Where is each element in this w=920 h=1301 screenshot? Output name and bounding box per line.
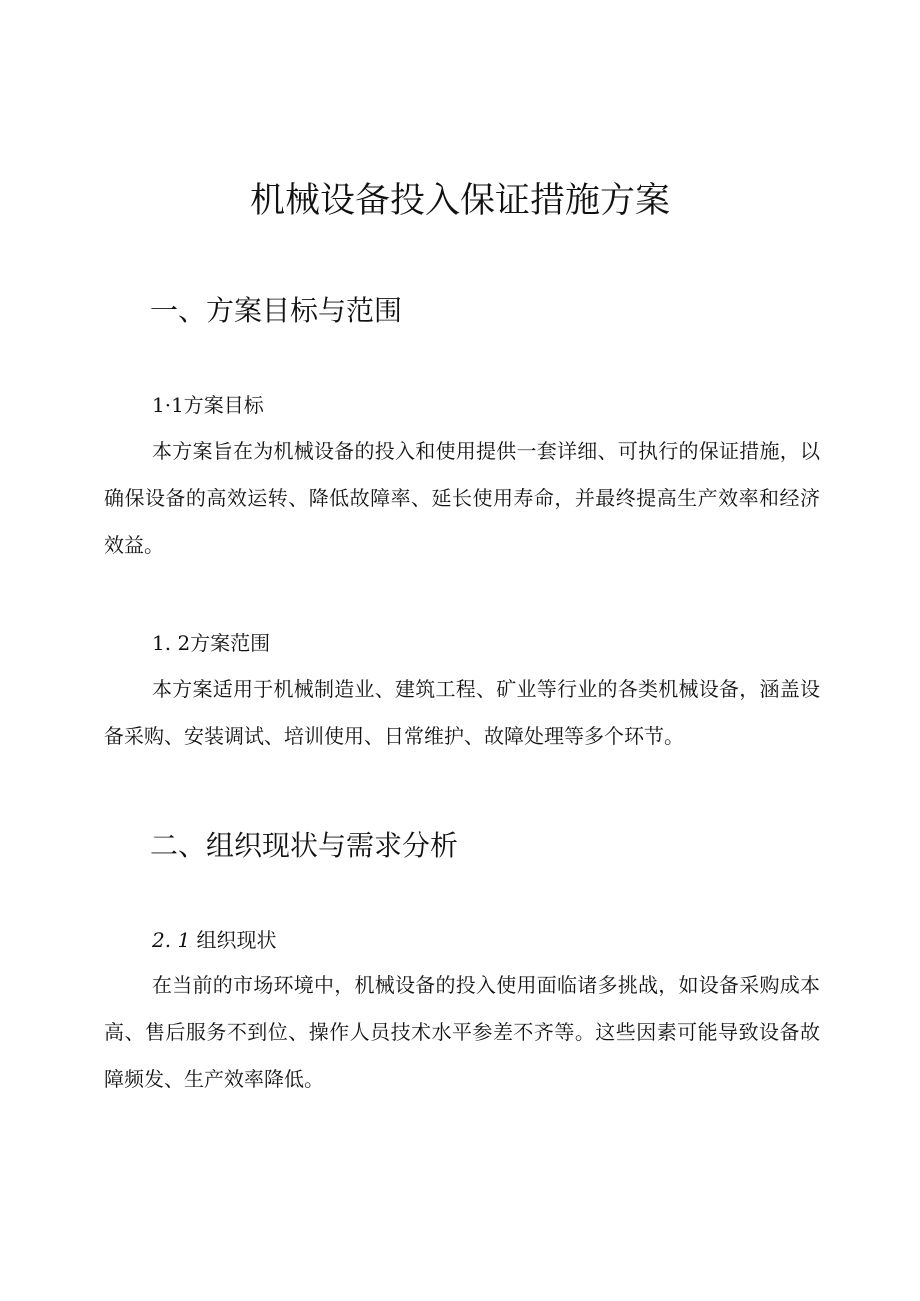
paragraph-1-1: 本方案旨在为机械设备的投入和使用提供一套详细、可执行的保证措施，以确保设备的高效运转、降低故障率、延长使用寿命，并最终提高生产效率和经济效益。	[104, 439, 820, 557]
subsection-heading-1-2: 1. 2方案范围	[152, 631, 271, 655]
paragraph-1-2: 本方案适用于机械制造业、建筑工程、矿业等行业的各类机械设备，涵盖设备采购、安装调试、培训使用、日常维护、故障处理等多个环节。	[104, 677, 820, 748]
subsection-label: 组织现状	[190, 928, 277, 952]
paragraph-2-1: 在当前的市场环境中，机械设备的投入使用面临诸多挑战，如设备采购成本高、售后服务不到位、操作人员技术水平参差不齐等。这些因素可能导致设备故障频发、生产效率降低。	[104, 973, 820, 1091]
section-heading-1: 一、方案目标与范围	[150, 294, 403, 327]
subsection-heading-2-1	[152, 925, 752, 955]
subsection-heading-1-1: 1·1方案目标	[152, 393, 264, 417]
section-heading-2: 二、组织现状与需求分析	[150, 829, 459, 862]
subsection-number: 2. 1	[152, 928, 191, 952]
document-title: 机械设备投入保证措施方案	[249, 181, 670, 221]
